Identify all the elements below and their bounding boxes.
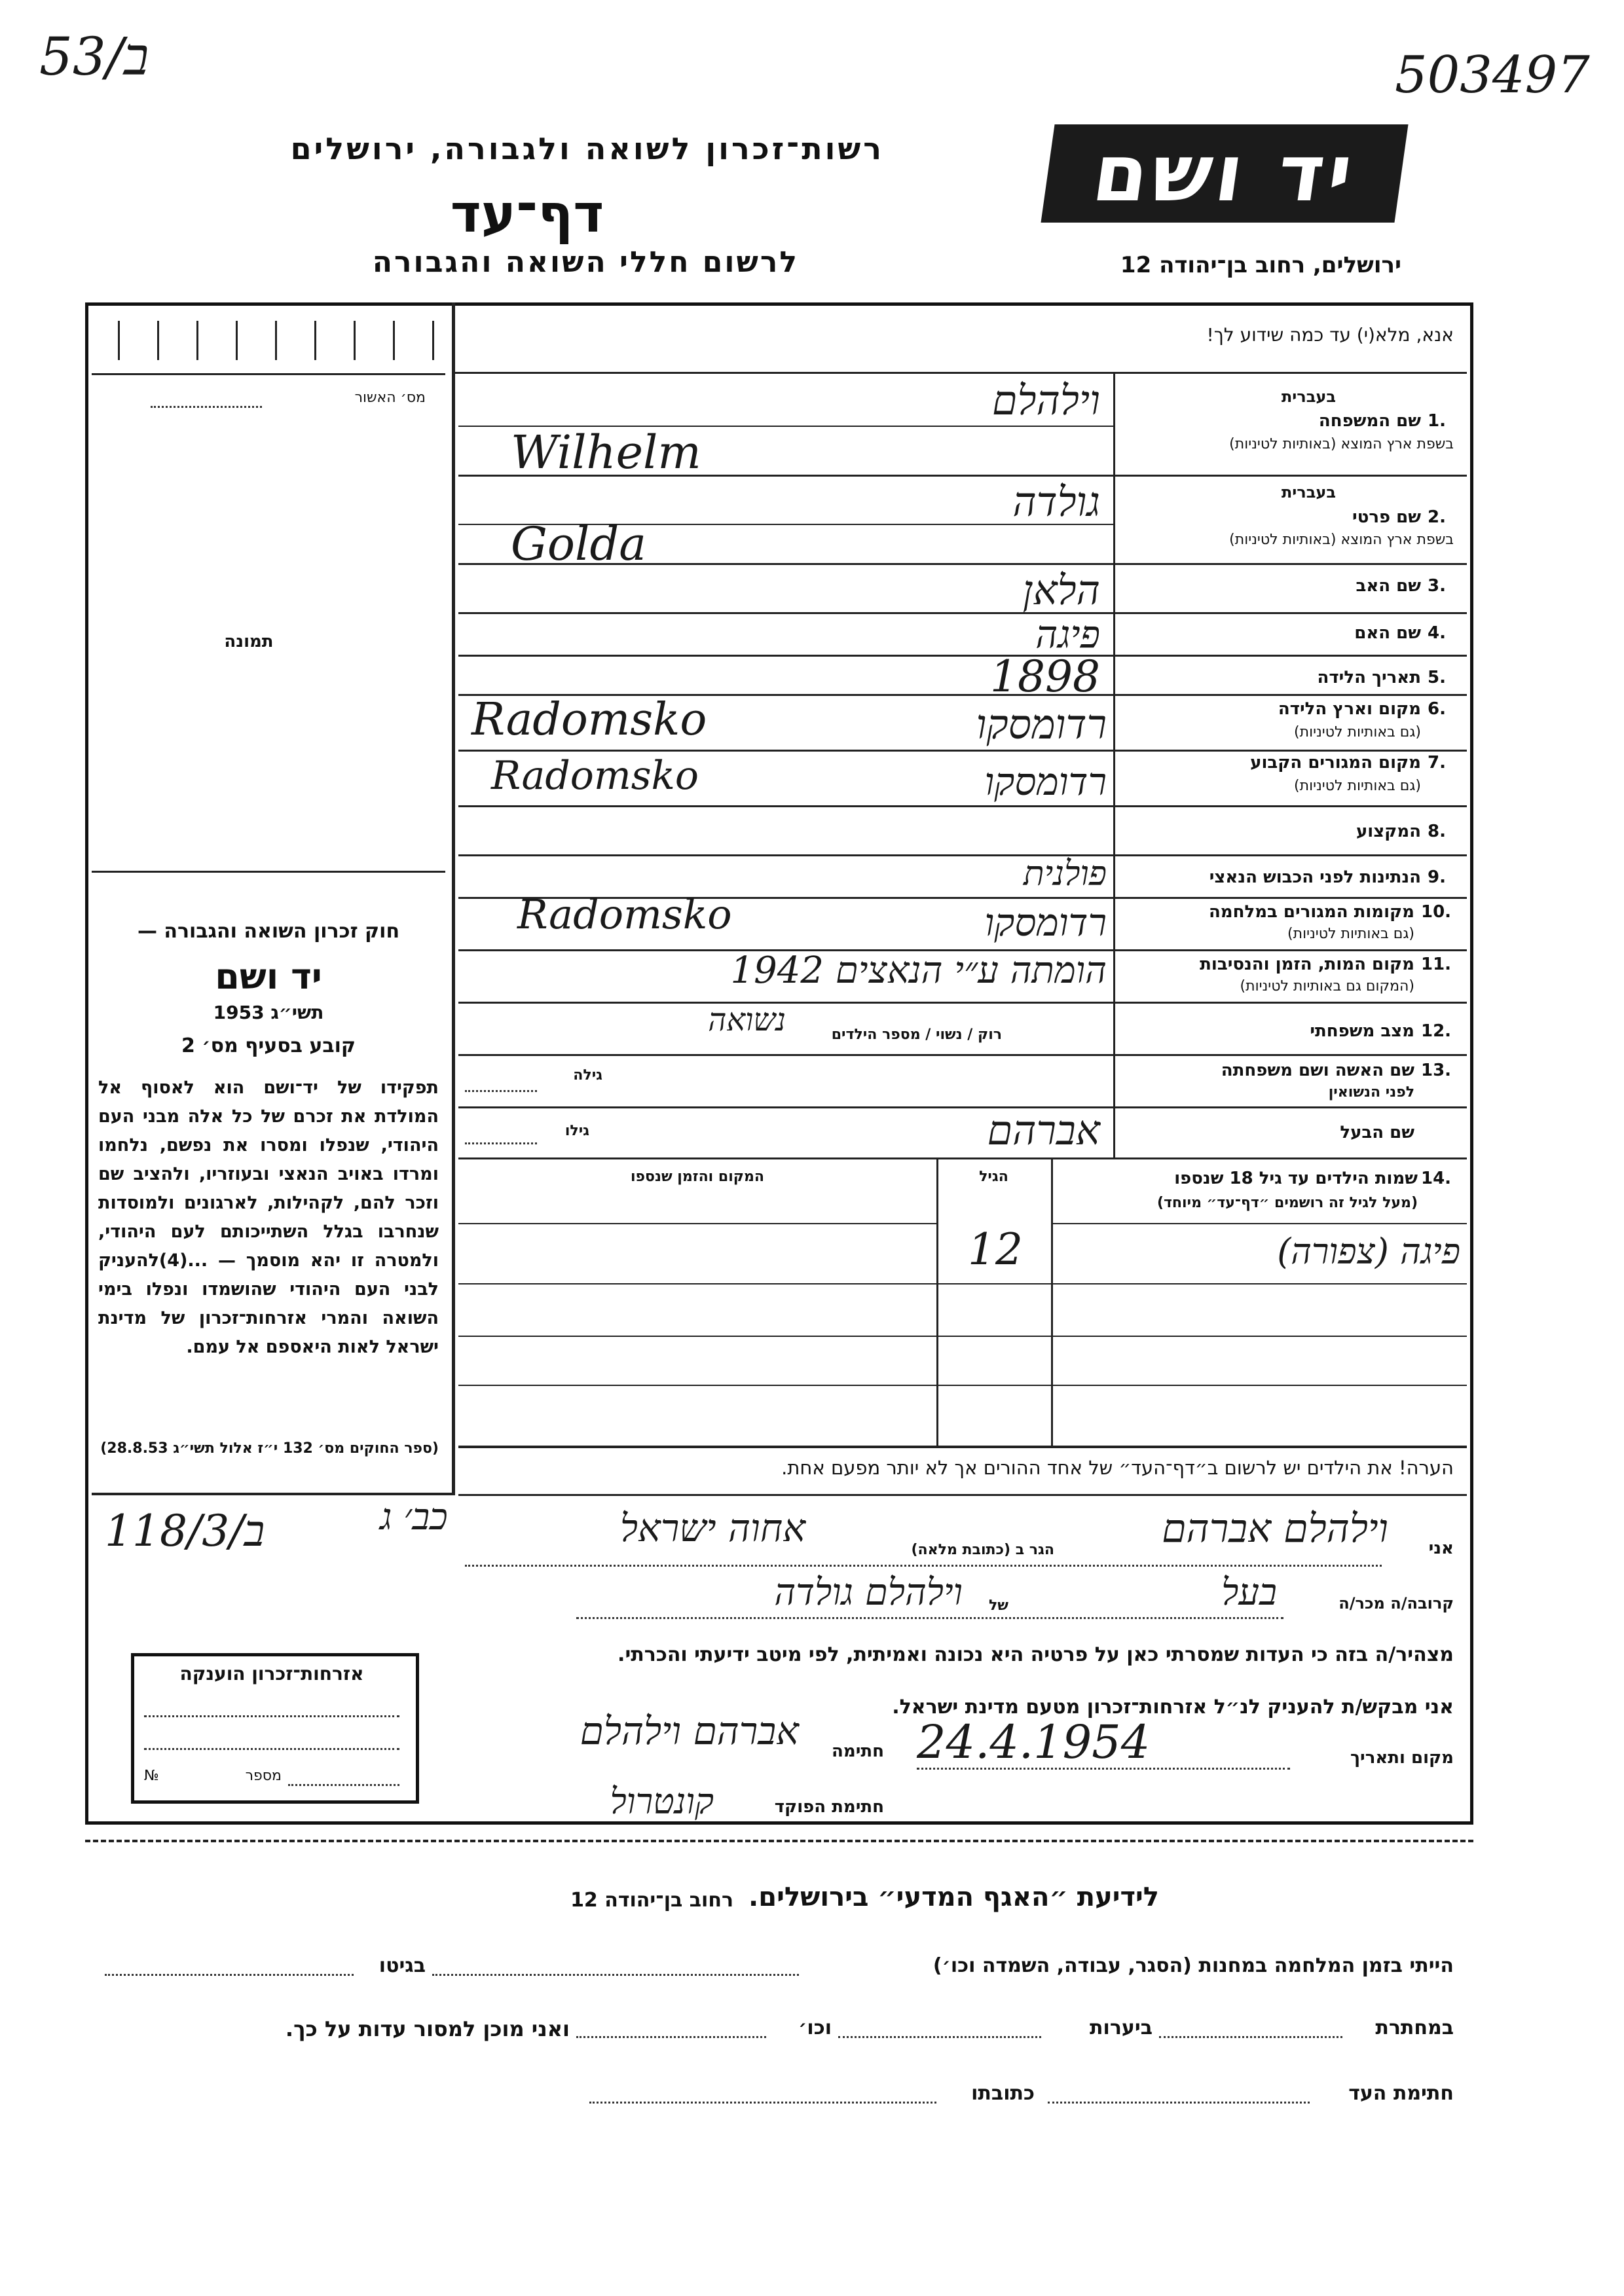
etc-label: וכו׳ xyxy=(798,2016,832,2039)
death-details[interactable]: הומתה ע״י הנאצים 1942 xyxy=(730,949,1107,992)
yad-vashem-logo xyxy=(1041,124,1408,223)
field-5-label: תאריך הלידה xyxy=(1317,668,1421,687)
declarant-i-label: אני xyxy=(1428,1539,1454,1558)
field-7-sub: (גם באותיות לטיניות) xyxy=(1294,778,1421,794)
children-place-col: המקום והזמן שנספו xyxy=(631,1169,764,1185)
bottom-title: לידיעת ״האגף המדעי״ בירושלים. xyxy=(748,1882,1159,1912)
law-title: חוק זכרון השואה והגבורה — xyxy=(137,920,400,943)
mother-name[interactable]: פיגה xyxy=(1035,612,1100,657)
resides-label: הגר ב (כתובת מלאה) xyxy=(911,1542,1054,1558)
field-6-num: 6. xyxy=(1428,699,1446,719)
declarant-address-2[interactable]: כב׳ ג xyxy=(380,1496,448,1539)
field-3-num: 3. xyxy=(1428,576,1446,596)
family-name-hebrew[interactable]: וילהלם xyxy=(991,376,1100,424)
instructions: אנא, מלא(י) עד כמה שידוע לך! xyxy=(1206,324,1454,346)
request-text: אני מבקש/ת להעניק לנ״ל אזרחות־זכרון מטעם מדינת ישראל. xyxy=(892,1696,1454,1719)
forests-field[interactable] xyxy=(838,2036,1041,2038)
field-2-sub: בשפת ארץ המוצא (באותיות לטיניות) xyxy=(1229,532,1454,548)
field-6-sub: (גם באותיות לטיניות) xyxy=(1294,724,1421,740)
field-10-sub: (גם באותיות לטיניות) xyxy=(1287,926,1414,942)
husband-label: שם הבעל xyxy=(1340,1123,1414,1142)
approval-label: מס׳ האשור xyxy=(354,390,426,406)
wartime-residence-latin[interactable]: Radomsko xyxy=(517,890,732,938)
header-address: ירושלים, רחוב בן־יהודה 12 xyxy=(1120,252,1401,278)
bottom-camps-line: הייתי בזמן המלחמה במחנות (הסגר, עבודה, השמדה וכו׳) xyxy=(932,1954,1454,1977)
marital-status[interactable]: נשואה xyxy=(708,1002,786,1038)
field-13-label: שם האשה ושם משפחתה xyxy=(1221,1061,1414,1080)
field-4-label: שם האם xyxy=(1354,623,1421,643)
law-reference: (ספר החוקים מס׳ 132 י״ז אלול תשי״ג 28.8.53) xyxy=(100,1440,439,1457)
field-1-num: 1. xyxy=(1428,411,1446,431)
declarant-signature[interactable]: אברהם וילהלם xyxy=(580,1709,799,1753)
etc-field[interactable] xyxy=(576,2036,766,2038)
law-name: יד ושם xyxy=(215,956,322,997)
field-7-num: 7. xyxy=(1428,753,1446,773)
witness-signature-field[interactable] xyxy=(1048,2102,1310,2104)
relation-value[interactable]: בעל xyxy=(1221,1571,1277,1614)
children-num: 14. xyxy=(1421,1169,1452,1188)
declarant-name[interactable]: וילהלם אברהם xyxy=(1162,1506,1388,1552)
first-name-hebrew[interactable]: גולדה xyxy=(1012,478,1100,526)
child-1-name[interactable]: פיגה (צפורה) xyxy=(1277,1231,1460,1272)
husband-age-field[interactable] xyxy=(465,1142,537,1144)
field-5-num: 5. xyxy=(1428,668,1446,687)
residence-hebrew[interactable]: רדומסקו xyxy=(984,759,1107,804)
birth-place-latin[interactable]: Radomsko xyxy=(471,694,707,746)
of-label: של xyxy=(989,1597,1008,1614)
field-9-num: 9. xyxy=(1428,867,1446,887)
document-number: 503497 xyxy=(1395,46,1590,105)
underground-label: במחתרת xyxy=(1375,2016,1454,2039)
form-subtitle: לרשום חללי השואה והגבורה xyxy=(372,246,799,279)
corner-mark: ב/53 xyxy=(39,26,149,87)
field-13-num: 13. xyxy=(1421,1061,1452,1080)
declarant-address[interactable]: אחוה ישראל xyxy=(619,1506,805,1550)
birth-date[interactable]: 1898 xyxy=(990,651,1100,702)
field-4-num: 4. xyxy=(1428,623,1446,643)
field-7-label: מקום המגורים הקבוע xyxy=(1250,753,1421,773)
witness-address-field[interactable] xyxy=(589,2102,936,2104)
children-note: הערה! את הילדים יש לרשום ב״דף־העד״ של אחד ההורים אך לא יותר מפעם אחת. xyxy=(781,1457,1454,1479)
citizenship[interactable]: פולנית xyxy=(1023,854,1107,894)
memorial-box-title: אזרחות־זכרון הוענקה xyxy=(179,1663,364,1685)
field-9-label: הנתינות לפני הכבוש הנאצי xyxy=(1209,867,1421,887)
field-12-num: 12. xyxy=(1421,1021,1452,1041)
field-13-sub: לפני הנשואין xyxy=(1328,1084,1414,1101)
field-6-label: מקום וארץ הלידה xyxy=(1278,699,1421,719)
declaration-date[interactable]: 24.4.1954 xyxy=(917,1715,1151,1769)
children-age-col: הגיל xyxy=(979,1169,1008,1185)
field-11-num: 11. xyxy=(1421,955,1452,974)
field-8-num: 8. xyxy=(1428,822,1446,841)
wife-age-field[interactable] xyxy=(465,1090,537,1092)
ghetto-label: בגיטו xyxy=(378,1954,426,1977)
form-title: דף־עד xyxy=(450,183,604,244)
field-2-label: שם פרטי xyxy=(1352,507,1421,527)
field-1-sub: בשפת ארץ המוצא (באותיות לטיניות) xyxy=(1229,436,1454,452)
field-10-num: 10. xyxy=(1421,902,1452,922)
father-name[interactable]: הלאן xyxy=(1022,566,1100,614)
witness-address-label: כתובתו xyxy=(971,2082,1035,2105)
field-2-subtop: בעברית xyxy=(1281,483,1336,501)
field-3-label: שם האב xyxy=(1356,576,1421,596)
place-date-label: מקום ותאריך xyxy=(1350,1748,1454,1768)
underground-field[interactable] xyxy=(1159,2036,1342,2038)
forests-label: ביערות xyxy=(1090,2016,1153,2039)
field-12-label: מצב משפחתי xyxy=(1310,1021,1414,1041)
officer-signature[interactable]: קונטרול xyxy=(610,1781,714,1822)
approval-boxes xyxy=(92,321,445,375)
wife-age-label: גילה xyxy=(573,1067,602,1084)
law-text: תפקידו של יד־ושם הוא לאסוף אל המולדת את זכרם של כל אלה מבני העם היהודי, שנפלו ומסרו את נפשם, נלחמו ומרדו באויב הנאצי ובעוזריו, ולהציב שם וזכר להם, לקהילות, לארגונים ולמוסדות שנחרבו בגלל השתייכותם לעם היהודי, ולמטרה זו יהא מוסמך — ...(4)להעניק לבני העם היהודי שהושמדו ונפלו בימי השואה והמרי אזרחות־זכרון של מדינת ישראל לאות היאספם אל עמם. xyxy=(98,1078,439,1357)
signature-label: חתימה xyxy=(832,1741,884,1761)
memorial-number-field[interactable] xyxy=(288,1784,399,1786)
husband-age-label: גילו xyxy=(564,1123,589,1139)
handwritten-reference: ב/118/3 xyxy=(105,1506,265,1556)
law-section: קובע בסעיף מס׳ 2 xyxy=(181,1034,356,1057)
wartime-residence-hebrew[interactable]: רדומסקו xyxy=(984,900,1107,945)
field-1-subtop: בעברית xyxy=(1281,388,1336,406)
field-1-label: שם המשפחה xyxy=(1318,411,1421,431)
officer-label: חתימת הפוקד xyxy=(774,1797,884,1817)
children-label: שמות הילדים עד גיל 18 שנספו xyxy=(1174,1169,1418,1188)
field-8-label: המקצוע xyxy=(1356,822,1421,841)
husband-name[interactable]: אברהם xyxy=(987,1106,1100,1154)
field-10-label: מקומות המגורים במלחמה xyxy=(1208,902,1414,922)
bottom-address: רחוב בן־יהודה 12 xyxy=(570,1889,733,1912)
birth-place-hebrew[interactable]: רדומסקו xyxy=(976,701,1107,748)
photo-label: תמונה xyxy=(224,632,274,651)
declaration-text: מצהיר/ה בזה כי העדות שמסרתי כאן על פרטיה היא נכונה ואמיתית, לפי מיטב ידיעתי והכרתי. xyxy=(618,1643,1454,1666)
residence-latin[interactable]: Radomsko xyxy=(491,753,699,799)
relation-label: קרובה/ה מכר/ה xyxy=(1338,1594,1454,1613)
logo-text: יד ושם xyxy=(1087,128,1362,219)
family-name-latin[interactable]: Wilhelm xyxy=(511,426,701,479)
ready-label: ואני מוכן למסור עדות על כך. xyxy=(285,2016,570,2041)
camps-field[interactable] xyxy=(432,1974,799,1976)
authority-name: רשות־זכרון לשואה ולגבורה, ירושלים xyxy=(290,131,884,166)
memorial-box-no: № xyxy=(144,1768,159,1784)
memorial-box-number: מספר xyxy=(245,1768,282,1784)
children-sub: (מעל לגיל זה רושמים ״דף־עד״ מיוחד) xyxy=(1156,1195,1418,1211)
of-name[interactable]: וילהלם גולדה xyxy=(774,1571,963,1614)
field-12-sub: רוק / נשוי / מספר הילדים xyxy=(831,1027,1002,1043)
witness-signature-label: חתימת העד xyxy=(1348,2082,1454,2105)
first-name-latin[interactable]: Golda xyxy=(511,517,646,571)
child-1-age[interactable]: 12 xyxy=(968,1224,1023,1275)
field-11-label: מקום המות, הזמן והנסיבות xyxy=(1200,955,1414,974)
law-year: תשי״ג 1953 xyxy=(213,1002,324,1023)
approval-field[interactable] xyxy=(151,406,262,408)
field-2-num: 2. xyxy=(1428,507,1446,527)
ghetto-field[interactable] xyxy=(105,1974,354,1976)
field-11-sub: (המקום גם באותיות לטיניות) xyxy=(1240,978,1414,994)
